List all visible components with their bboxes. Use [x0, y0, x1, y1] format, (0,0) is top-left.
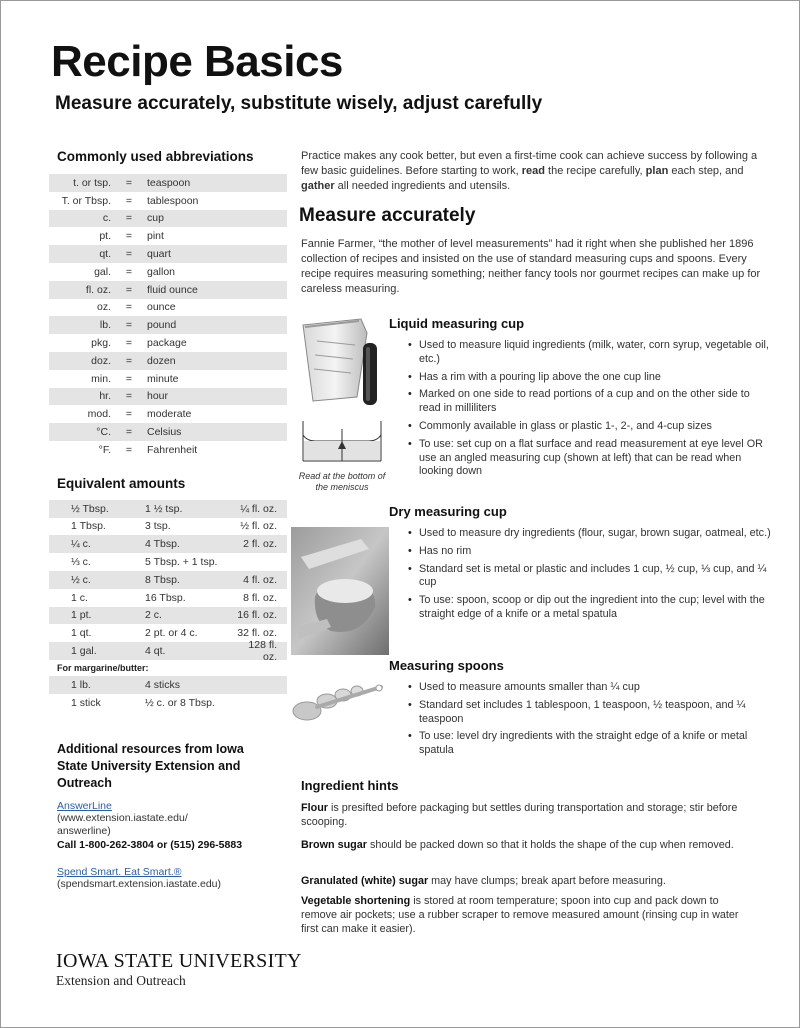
equals-sign: = [125, 319, 133, 332]
abbreviation-definition: dozen [147, 354, 176, 367]
margarine-table [49, 676, 287, 712]
bullet-item: • Marked on one side to read portions of a cup and on the other side to read in milliliters [408, 388, 773, 416]
hint-term: Brown sugar [301, 839, 367, 851]
equivalent-amount: 1 c. [71, 591, 88, 604]
equivalent-amount: 16 fl. oz. [237, 609, 277, 622]
abbreviation-row [49, 192, 287, 210]
abbreviation-definition: Fahrenheit [147, 443, 198, 456]
abbreviation-row [49, 245, 287, 263]
equals-sign: = [125, 176, 133, 189]
hint-term: Vegetable shortening [301, 895, 411, 907]
equals-sign: = [125, 194, 133, 207]
equivalent-row [49, 518, 287, 536]
hint-brown-sugar [301, 838, 751, 852]
dry-cup-heading: Dry measuring cup [389, 504, 507, 519]
bullet-item: • To use: level dry ingredients with the straight edge of a knife or metal spatula [408, 730, 773, 758]
equivalent-row [49, 553, 287, 571]
hint-text: should be packed down so that it holds the shape of the cup when removed. [367, 839, 734, 851]
abbreviation-row [49, 316, 287, 334]
equivalent-amount: 1 lb. [71, 678, 91, 691]
equivalent-amount: 4 fl. oz. [243, 573, 277, 586]
page-title: Recipe Basics [51, 37, 343, 86]
equivalent-row [49, 694, 287, 712]
hint-flour [301, 801, 751, 829]
intro-plan: plan [645, 165, 669, 177]
dry-measuring-cup-image [291, 527, 389, 655]
equals-sign: = [125, 354, 133, 367]
liquid-cup-list [408, 339, 773, 483]
abbreviation-definition: moderate [147, 408, 192, 421]
equivalent-amount: ¼ c. [71, 538, 91, 551]
resources-heading-line-1: Additional resources from Iowa [57, 742, 244, 756]
equals-sign: = [125, 230, 133, 243]
margarine-label: For margarine/butter: [57, 662, 149, 673]
abbreviation: hr. [99, 390, 111, 403]
equals-sign: = [125, 301, 133, 314]
abbreviation-row [49, 334, 287, 352]
equivalent-amount: 4 Tbsp. [145, 538, 180, 551]
intro-text-2: the recipe carefully, [544, 165, 646, 177]
hint-text: is stored at room temperature; spoon into cup and pack down to remove air pockets; use a rubber scraper to remove measured amount (rinsing cup in water first can make it easier). [301, 895, 739, 935]
equals-sign: = [125, 248, 133, 261]
equivalent-amount: 4 qt. [145, 645, 166, 658]
abbreviation-definition: hour [147, 390, 169, 403]
intro-text-1: Practice makes any cook better, but even a first-time cook can achieve success by following a few basic guidelines. Before starting to work, [301, 150, 758, 177]
abbreviation-definition: package [147, 337, 187, 350]
abbreviation: qt. [99, 248, 111, 261]
equivalent-row [49, 589, 287, 607]
abbreviation: t. or tsp. [73, 176, 111, 189]
abbreviation-row [49, 441, 287, 459]
bullet-item: • Used to measure dry ingredients (flour, sugar, brown sugar, oatmeal, etc.) [408, 527, 773, 541]
abbreviation: °F. [98, 443, 111, 456]
resources-section [57, 741, 267, 891]
equivalent-amount: ½ Tbsp. [71, 502, 109, 515]
abbreviation: T. or Tbsp. [61, 194, 111, 207]
equivalent-amount: 8 fl. oz. [243, 591, 277, 604]
equivalent-amount: 8 Tbsp. [145, 573, 180, 586]
equivalent-amount: 1 Tbsp. [71, 520, 106, 533]
abbreviation-row [49, 405, 287, 423]
equals-sign: = [125, 372, 133, 385]
bullet-item: • Has no rim [408, 545, 773, 559]
equivalent-amount: 2 c. [145, 609, 162, 622]
intro-paragraph [301, 149, 761, 194]
equivalent-amount: 4 sticks [145, 678, 181, 691]
abbreviation-row [49, 423, 287, 441]
abbreviation: oz. [96, 301, 111, 314]
abbreviation: doz. [91, 354, 111, 367]
spoons-heading: Measuring spoons [389, 658, 504, 673]
abbreviation: pkg. [91, 337, 111, 350]
equivalent-row [49, 535, 287, 553]
equivalent-amount: 1 stick [71, 696, 101, 709]
meniscus-caption: Read at the bottom of the meniscus [298, 471, 386, 492]
abbreviations-table [49, 174, 287, 459]
hints-heading: Ingredient hints [301, 778, 399, 793]
intro-gather: gather [301, 180, 335, 192]
abbreviation-definition: teaspoon [147, 176, 191, 189]
bullet-item: • To use: spoon, scoop or dip out the ingredient into the cup; level with the straight edge of a knife or a metal spatula [408, 594, 773, 622]
abbreviation-definition: pint [147, 230, 164, 243]
hint-text: may have clumps; break apart before measuring. [428, 875, 666, 887]
equivalent-amount: 1 gal. [71, 645, 97, 658]
equivalent-row [49, 571, 287, 589]
equals-sign: = [125, 212, 133, 225]
equivalent-row [49, 607, 287, 625]
liquid-cup-heading: Liquid measuring cup [389, 316, 525, 331]
spendsmart-url: (spendsmart.extension.iastate.edu) [57, 878, 222, 890]
abbreviation-definition: fluid ounce [147, 283, 198, 296]
abbreviation-row [49, 281, 287, 299]
measuring-spoons-image [289, 681, 389, 731]
hint-term: Flour [301, 802, 328, 814]
hint-term: Granulated (white) sugar [301, 875, 429, 887]
logo-sub-text: Extension and Outreach [56, 973, 186, 988]
equivalent-row [49, 676, 287, 694]
phone-number: Call 1-800-262-3804 or (515) 296-5883 [57, 839, 243, 851]
abbreviation-row [49, 227, 287, 245]
abbreviation: min. [91, 372, 111, 385]
equivalent-amount: 128 fl. oz. [248, 639, 277, 664]
equivalent-row [49, 639, 287, 664]
bullet-item: • Has a rim with a pouring lip above the one cup line [408, 371, 773, 385]
equals-sign: = [125, 283, 133, 296]
abbreviation-row [49, 352, 287, 370]
bullet-item: • Standard set is metal or plastic and includes 1 cup, ½ cup, ⅓ cup, and ¼ cup [408, 563, 773, 591]
abbreviation-definition: pound [147, 319, 177, 332]
equivalent-amount: 2 pt. or 4 c. [145, 627, 198, 640]
abbreviation-definition: minute [147, 372, 179, 385]
bullet-item: • Commonly available in glass or plastic 1-, 2-, and 4-cup sizes [408, 420, 773, 434]
equals-sign: = [125, 337, 133, 350]
intro-read: read [521, 165, 545, 177]
equals-sign: = [125, 408, 133, 421]
abbreviation-row [49, 174, 287, 192]
answerline-link[interactable]: AnswerLine [57, 800, 112, 812]
equivalent-amount: ⅓ c. [71, 556, 91, 569]
equivalent-amount: ¼ fl. oz. [240, 502, 277, 515]
measure-paragraph: Fannie Farmer, “the mother of level measurements” had it right when she published her 1896 collection of recipes and insisted on the use of standard measuring cups and spoons. Every recipe requires measuring something; neither fancy tools nor gourmet recipes can make up for careless measuring. [301, 238, 761, 295]
equivalent-amount: ½ fl. oz. [240, 520, 277, 533]
spoons-list [408, 681, 773, 762]
equals-sign: = [125, 390, 133, 403]
equivalent-amount: ½ c. [71, 573, 91, 586]
measure-heading: Measure accurately [299, 205, 476, 226]
abbreviation: fl. oz. [85, 283, 111, 296]
abbreviation-definition: gallon [147, 265, 176, 278]
isu-logo [56, 950, 302, 989]
abbreviation: lb. [99, 319, 111, 332]
hint-shortening [301, 894, 751, 936]
abbreviations-heading: Commonly used abbreviations [57, 149, 254, 164]
abbreviation: °C. [96, 426, 111, 439]
abbreviation: pt. [99, 230, 111, 243]
abbreviation-definition: cup [147, 212, 164, 225]
abbreviation-definition: tablespoon [147, 194, 199, 207]
abbreviation-definition: Celsius [147, 426, 182, 439]
page-subtitle: Measure accurately, substitute wisely, adjust carefully [55, 93, 543, 114]
equivalent-amount: ½ c. or 8 Tbsp. [145, 696, 215, 709]
answerline-url-2: answerline) [57, 825, 111, 837]
dry-cup-list [408, 527, 773, 626]
equivalent-amount: 3 tsp. [145, 520, 171, 533]
equivalent-amount: 16 Tbsp. [145, 591, 186, 604]
equivalent-amount: 1 ½ tsp. [145, 502, 183, 515]
resources-heading-line-3: Outreach [57, 776, 112, 790]
equivalent-amount: 1 pt. [71, 609, 92, 622]
bullet-item: • Used to measure liquid ingredients (milk, water, corn syrup, vegetable oil, etc.) [408, 339, 773, 367]
left-column [49, 149, 287, 712]
abbreviation-row [49, 388, 287, 406]
abbreviation-row [49, 263, 287, 281]
hint-granulated-sugar [301, 874, 751, 888]
equals-sign: = [125, 443, 133, 456]
abbreviation-row [49, 370, 287, 388]
abbreviation-definition: quart [147, 248, 171, 261]
equals-sign: = [125, 426, 133, 439]
intro-text-4: all needed ingredients and utensils. [334, 180, 511, 192]
abbreviation: gal. [94, 265, 111, 278]
equals-sign: = [125, 265, 133, 278]
abbreviation: c. [102, 212, 111, 225]
liquid-measuring-cup-image [297, 311, 387, 471]
answerline-url-1: (www.extension.iastate.edu/ [57, 812, 188, 824]
bullet-item: • Used to measure amounts smaller than ¼ cup [408, 681, 773, 695]
resources-heading-line-2: State University Extension and [57, 759, 241, 773]
equivalent-amount: 5 Tbsp. + 1 tsp. [145, 556, 218, 569]
spendsmart-link[interactable]: Spend Smart. Eat Smart.® [57, 866, 182, 878]
equivalent-amount: 2 fl. oz. [243, 538, 277, 551]
equivalent-row [49, 500, 287, 518]
bullet-item: • Standard set includes 1 tablespoon, 1 teaspoon, ½ teaspoon, and ¼ teaspoon [408, 699, 773, 727]
abbreviation-row [49, 210, 287, 228]
abbreviation: mod. [87, 408, 111, 421]
abbreviation-definition: ounce [147, 301, 176, 314]
hint-text: is presifted before packaging but settles during transportation and storage; stir before scooping. [301, 802, 738, 828]
equivalent-amount: 1 qt. [71, 627, 92, 640]
equivalents-table [49, 500, 287, 664]
equivalents-heading: Equivalent amounts [57, 475, 186, 491]
bullet-item: • To use: set cup on a flat surface and read measurement at eye level OR use an angled measuring cup (shown at left) that can be read when looking down [408, 438, 773, 479]
equivalent-amount: 32 fl. oz. [237, 627, 277, 640]
logo-main-text: IOWA STATE UNIVERSITY [56, 950, 302, 972]
intro-text-3: each step, and [668, 165, 744, 177]
abbreviation-row [49, 299, 287, 317]
